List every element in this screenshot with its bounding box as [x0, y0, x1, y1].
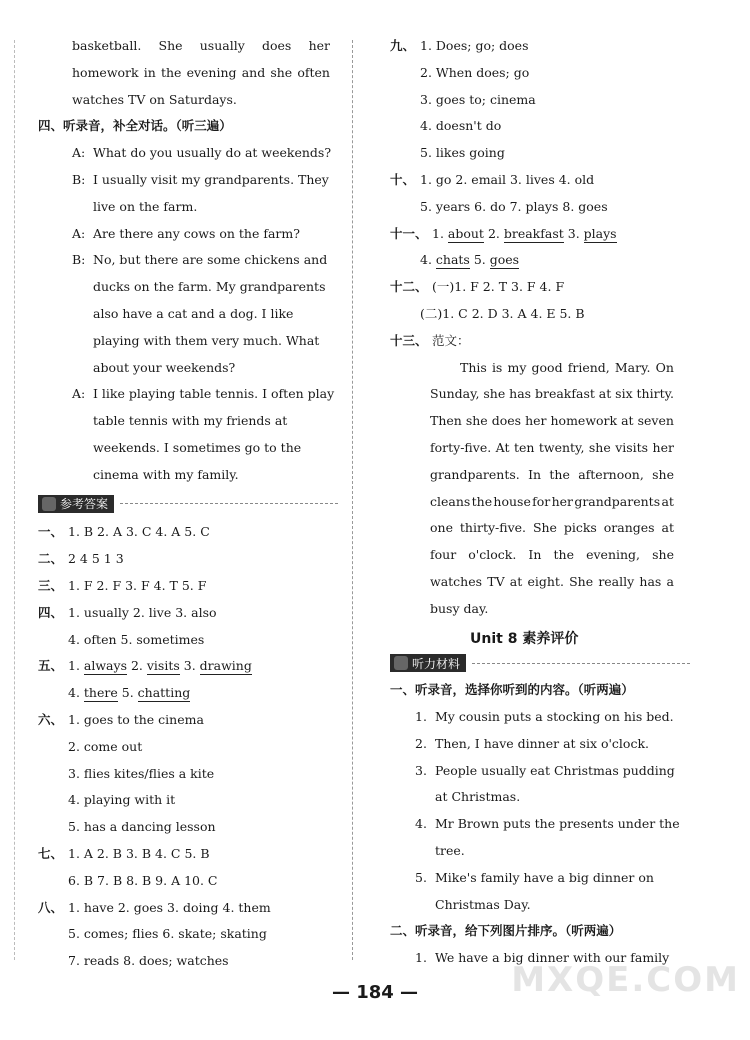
underlined-answer: drawing [199, 658, 252, 674]
word: friend, [567, 359, 610, 375]
underlined-answer: goes [489, 252, 520, 268]
word: at [661, 520, 674, 536]
answer-text: 范文： [432, 332, 470, 348]
speaker-label: B: [72, 252, 86, 268]
word: evening [186, 64, 237, 80]
answer-text: 1. go 2. email 3. lives 4. old [420, 172, 595, 187]
word: often [297, 64, 330, 80]
dialog-line: about your weekends? [93, 359, 236, 375]
section-title: 四、听录音，补全对话。（听三遍） [38, 118, 232, 134]
underlined-answer: plays [583, 225, 617, 241]
answer-text: 4. chats 5. goes [420, 252, 520, 268]
speaker-label: A: [72, 386, 86, 402]
word: in [143, 64, 156, 80]
item-line: My cousin puts a stocking on his bed. [435, 709, 674, 724]
answer-text: 2. When does; go [420, 64, 530, 80]
answer-text: 2. come out [68, 738, 143, 754]
answer-row [390, 225, 690, 243]
answer-label: 四、 [38, 604, 64, 620]
answer-text: 4. often 5. sometimes [68, 631, 205, 647]
page-number: — 184 — [331, 982, 419, 1003]
word: Then [430, 413, 462, 429]
answer-text: 5. likes going [420, 145, 505, 161]
column-divider [352, 40, 353, 960]
word: four [430, 547, 457, 563]
answer-row [390, 332, 690, 350]
dialog-line: I usually visit my grandparents. They [93, 172, 329, 187]
item-number: 4. [415, 816, 427, 832]
word: Mary. [614, 359, 651, 375]
answer-label: 十、 [390, 172, 416, 187]
book-icon [42, 497, 56, 511]
essay-line [430, 573, 674, 591]
word: visits [615, 440, 649, 455]
word: she [588, 440, 611, 455]
item-number: 1. [415, 709, 427, 724]
item-number: 1. [415, 950, 427, 966]
word: At [495, 440, 510, 455]
answer-row [390, 278, 690, 296]
essay-line [430, 519, 674, 537]
word: oranges [603, 520, 655, 536]
word: a [666, 574, 674, 589]
answer-label: 二、 [38, 551, 64, 567]
word: homework [550, 413, 618, 429]
answer-label: 六、 [38, 712, 64, 727]
answer-text: 1. goes to the cinema [68, 712, 204, 727]
answer-text: 1. usually 2. live 3. also [68, 604, 217, 620]
essay-line [460, 359, 674, 377]
answer-text: 1. F 2. F 3. F 4. T 5. F [68, 578, 207, 593]
dialog-line: ducks on the farm. My grandparents [93, 279, 326, 295]
answer-text: 3. goes to; cinema [420, 91, 536, 107]
word: breakfast [534, 386, 595, 402]
answer-label: 五、 [38, 658, 64, 674]
listening-tag [390, 654, 690, 672]
answer-text: (一)1. F 2. T 3. F 4. F [432, 279, 565, 295]
answer-text: 4. doesn't do [420, 118, 502, 134]
word: She [532, 520, 557, 536]
essay-line [430, 439, 674, 457]
word: the [471, 493, 493, 509]
word: six [615, 386, 633, 402]
answer-text: 7. reads 8. does; watches [68, 953, 229, 969]
word: the [549, 466, 570, 482]
answers-tag-label: 参考答案 [38, 495, 114, 513]
answer-row [390, 171, 690, 189]
answer-text: 1. about 2. breakfast 3. plays [432, 225, 617, 241]
dashed-rule [120, 503, 338, 504]
answer-text: 1. A 2. B 3. B 4. C 5. B [68, 846, 210, 861]
word: at [621, 413, 634, 429]
answer-label: 十二、 [390, 279, 428, 295]
item-number: 3. [415, 762, 427, 778]
word: she [652, 547, 674, 563]
word: at [661, 493, 674, 509]
word: eight. [527, 574, 564, 589]
word: at [509, 574, 523, 589]
word: she [483, 386, 506, 402]
item-line: Then, I have dinner at six o'clock. [435, 735, 649, 751]
dialog-line: No, but there are some chickens and [93, 252, 328, 268]
item-number: 5. [415, 869, 427, 885]
answer-text: 1. always 2. visits 3. drawing [68, 658, 252, 674]
item-line: Mr Brown puts the presents under the [435, 816, 680, 832]
word: has [509, 386, 532, 402]
item-line: We have a big dinner with our family [435, 950, 670, 966]
word: twenty, [538, 440, 585, 455]
dialog-line: What do you usually do at weekends? [93, 145, 332, 161]
item-line: at Christmas. [435, 789, 521, 805]
word: is [491, 359, 503, 375]
answer-text: 2 4 5 1 3 [68, 551, 124, 567]
speaker-label: B: [72, 172, 86, 187]
item-line: People usually eat Christmas pudding [435, 762, 675, 778]
item-line: Christmas Day. [435, 896, 531, 912]
word: She [569, 574, 594, 589]
unit-title: Unit 8 素养评价 [470, 630, 579, 647]
answer-text: 6. B 7. B 8. B 9. A 10. C [68, 872, 218, 888]
answer-row [38, 523, 338, 541]
answer-text: (二)1. C 2. D 3. A 4. E 5. B [420, 306, 585, 321]
word: thirty. [636, 386, 674, 402]
word: she [652, 466, 674, 482]
word: the [160, 64, 182, 80]
word: TV [487, 574, 505, 589]
word: her [308, 38, 330, 53]
left-margin-rule [14, 40, 15, 960]
word: her [652, 440, 674, 455]
dialog-line: live on the farm. [93, 198, 198, 214]
answer-row [38, 604, 338, 622]
word: good [531, 359, 563, 375]
answer-text: 5. has a dancing lesson [68, 819, 216, 835]
word: the [553, 547, 574, 563]
word: cleans [430, 493, 471, 509]
answers-tag [38, 495, 338, 513]
dialog-line: Are there any cows on the farm? [93, 225, 300, 241]
dashed-rule [472, 663, 690, 664]
word: ten [513, 440, 535, 455]
text-line [72, 64, 330, 82]
word: her [551, 493, 574, 509]
essay-line [430, 493, 674, 511]
dialog-line: playing with them very much. What [93, 332, 320, 348]
underlined-answer: chats [435, 252, 470, 268]
underlined-answer: about [447, 225, 484, 241]
speaker-label: A: [72, 225, 86, 241]
underlined-answer: always [83, 658, 127, 674]
answer-label: 十三、 [390, 332, 428, 348]
watermark: MXQE.COM [511, 960, 740, 1000]
answer-text: 4. there 5. chatting [68, 685, 191, 701]
word: This [460, 359, 487, 375]
word: usually [199, 38, 245, 53]
word: basketball. [72, 38, 142, 53]
word: watches [430, 574, 483, 589]
answer-row [38, 577, 338, 595]
answer-label: 三、 [38, 578, 64, 593]
word: In [528, 466, 542, 482]
headphones-icon [394, 656, 408, 670]
dialog-line: cinema with my family. [93, 466, 239, 482]
dialog-line: weekends. I sometimes go to the [93, 440, 302, 455]
word: really [598, 574, 635, 589]
word: seven [637, 413, 674, 429]
underlined-answer: breakfast [503, 225, 564, 241]
underlined-answer: there [83, 685, 118, 701]
word: she [270, 64, 293, 80]
word: afternoon, [578, 466, 644, 482]
word: my [507, 359, 527, 375]
word: and [241, 64, 266, 80]
answer-row [38, 550, 338, 568]
answer-text: 1. Does; go; does [420, 38, 529, 53]
answer-label: 八、 [38, 899, 64, 915]
word: homework [72, 64, 139, 80]
word: house [493, 493, 531, 509]
answer-text: 1. have 2. goes 3. doing 4. them [68, 899, 271, 915]
underlined-answer: visits [146, 658, 180, 674]
underlined-answer: chatting [137, 685, 191, 701]
dialog-line: I like playing table tennis. I often play [93, 386, 335, 402]
dialog-line: table tennis with my friends at [93, 413, 288, 429]
text-line: watches TV on Saturdays. [72, 91, 237, 107]
word: picks [563, 520, 597, 536]
word: On [655, 359, 674, 375]
listening-tag-label: 听力材料 [390, 654, 466, 672]
word: o'clock. [468, 547, 517, 563]
word: one [430, 520, 453, 536]
answer-row [390, 37, 690, 55]
essay-line: busy day. [430, 600, 489, 616]
answer-row [38, 899, 338, 917]
item-line: tree. [435, 843, 465, 858]
answer-label: 十一、 [390, 225, 428, 241]
text-line [72, 37, 330, 55]
word: for [532, 493, 551, 509]
answer-row [38, 657, 338, 675]
item-line: Mike's family have a big dinner on [435, 869, 654, 885]
answer-row [38, 711, 338, 729]
answer-label: 九、 [390, 38, 416, 53]
word: evening, [586, 547, 641, 563]
section-title: 一、听录音，选择你听到的内容。（听两遍） [390, 682, 634, 698]
section-title: 二、听录音，给下列图片排序。（听两遍） [390, 923, 622, 939]
word: In [528, 547, 542, 563]
word: her [525, 413, 547, 429]
answer-label: 七、 [38, 846, 64, 861]
essay-line [430, 412, 674, 430]
word: at [598, 386, 612, 402]
speaker-label: A: [72, 145, 86, 161]
word: thirty-five. [459, 520, 527, 536]
answer-text: 5. comes; flies 6. skate; skating [68, 926, 267, 942]
word: has [639, 574, 662, 589]
word: does [262, 38, 292, 53]
answer-text: 3. flies kites/flies a kite [68, 765, 215, 781]
answer-row [38, 845, 338, 863]
dialog-line: also have a cat and a dog. I like [93, 306, 294, 321]
essay-line [430, 546, 674, 564]
answer-label: 一、 [38, 524, 64, 540]
word: She [158, 38, 183, 53]
essay-line [430, 466, 674, 484]
word: she [465, 413, 488, 429]
answer-text: 5. years 6. do 7. plays 8. goes [420, 198, 608, 214]
word: Sunday, [430, 386, 480, 402]
item-number: 2. [415, 735, 427, 751]
answer-text: 4. playing with it [68, 792, 176, 808]
essay-line [430, 385, 674, 403]
answer-text: 1. B 2. A 3. C 4. A 5. C [68, 524, 210, 540]
word: grandparents [574, 493, 661, 509]
word: grandparents. [430, 466, 520, 482]
word: does [491, 413, 522, 429]
word: forty-five. [430, 440, 492, 455]
